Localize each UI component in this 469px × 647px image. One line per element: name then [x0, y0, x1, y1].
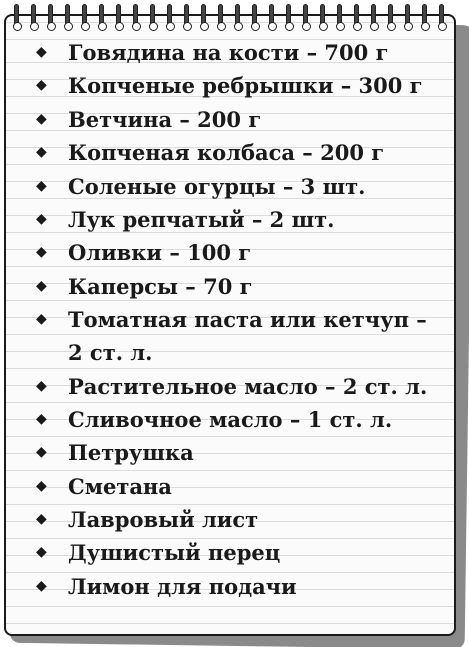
bullet-icon: ◆ [36, 511, 47, 528]
spiral-ring-icon [269, 4, 274, 30]
ingredient-text: Душистый перец [68, 540, 281, 566]
ingredient-text: Лавровый лист [68, 507, 259, 533]
spiral-ring-icon [31, 4, 36, 30]
spiral-ring-icon [150, 4, 155, 30]
list-item [36, 570, 446, 603]
bullet-icon: ◆ [36, 77, 47, 94]
list-item [36, 370, 446, 403]
bullet-icon: ◆ [36, 44, 47, 60]
ingredient-text: Копченая колбаса – 200 г [68, 140, 385, 166]
bullet-icon: ◆ [36, 244, 47, 261]
bullet-icon: ◆ [36, 210, 47, 227]
spiral-ring-icon [286, 4, 291, 30]
bullet-icon: ◆ [36, 277, 47, 294]
spiral-ring-icon [405, 4, 410, 30]
list-item [36, 436, 446, 469]
ingredient-text: Лук репчатый – 2 шт. [68, 206, 335, 232]
spiral-ring-icon [320, 4, 325, 30]
spiral-ring-icon [218, 4, 223, 30]
bullet-icon: ◆ [36, 444, 47, 461]
spiral-ring-icon [422, 4, 427, 30]
spiral-ring-icon [354, 4, 359, 30]
spiral-ring-icon [235, 4, 240, 30]
spiral-ring-icon [116, 4, 121, 30]
spiral-ring-icon [337, 4, 342, 30]
bullet-icon: ◆ [36, 177, 47, 194]
spiral-ring-icon [439, 4, 444, 30]
ingredient-list [36, 36, 446, 603]
list-item [36, 170, 446, 203]
spiral-ring-icon [48, 4, 53, 30]
spiral-ring-icon [82, 4, 87, 30]
bullet-icon: ◆ [36, 144, 47, 161]
spiral-ring-icon [65, 4, 70, 30]
list-item [36, 303, 446, 369]
spiral-ring-icon [167, 4, 172, 30]
list-item [36, 403, 446, 436]
ingredient-text: Томатная паста или кетчуп – 2 ст. л. [68, 307, 427, 366]
bullet-icon: ◆ [36, 410, 47, 427]
list-item [36, 136, 446, 169]
ingredient-text: Соленые огурцы – 3 шт. [68, 173, 366, 199]
list-item [36, 36, 446, 69]
bullet-icon: ◆ [36, 577, 47, 594]
ingredient-text: Копченые ребрышки – 300 г [68, 73, 423, 99]
spiral-ring-icon [184, 4, 189, 30]
ingredient-text: Оливки – 100 г [68, 240, 252, 266]
spiral-ring-icon [303, 4, 308, 30]
list-item [36, 203, 446, 236]
spiral-ring-icon [14, 4, 19, 30]
list-item [36, 270, 446, 303]
ingredient-text: Лимон для подачи [68, 573, 297, 599]
ingredient-text: Сливочное масло – 1 ст. л. [68, 406, 393, 432]
spiral-ring-icon [388, 4, 393, 30]
bullet-icon: ◆ [36, 311, 47, 328]
list-item [36, 103, 446, 136]
ingredient-text: Ветчина – 200 г [68, 106, 262, 132]
spiral-ring-icon [252, 4, 257, 30]
spiral-ring-icon [99, 4, 104, 30]
bullet-icon: ◆ [36, 544, 47, 561]
ingredient-text: Сметана [68, 473, 172, 499]
ingredient-text: Каперсы – 70 г [68, 273, 253, 299]
bullet-icon: ◆ [36, 477, 47, 494]
ingredient-text: Петрушка [68, 440, 194, 466]
ingredient-text: Растительное масло – 2 ст. л. [68, 373, 428, 399]
bullet-icon: ◆ [36, 110, 47, 127]
spiral-ring-icon [201, 4, 206, 30]
list-item [36, 236, 446, 269]
spiral-binding [0, 0, 469, 40]
spiral-ring-icon [371, 4, 376, 30]
ingredient-text: Говядина на кости – 700 г [68, 40, 389, 65]
bullet-icon: ◆ [36, 377, 47, 394]
list-item [36, 536, 446, 569]
list-item [36, 503, 446, 536]
spiral-ring-icon [133, 4, 138, 30]
list-item [36, 69, 446, 102]
list-item [36, 470, 446, 503]
